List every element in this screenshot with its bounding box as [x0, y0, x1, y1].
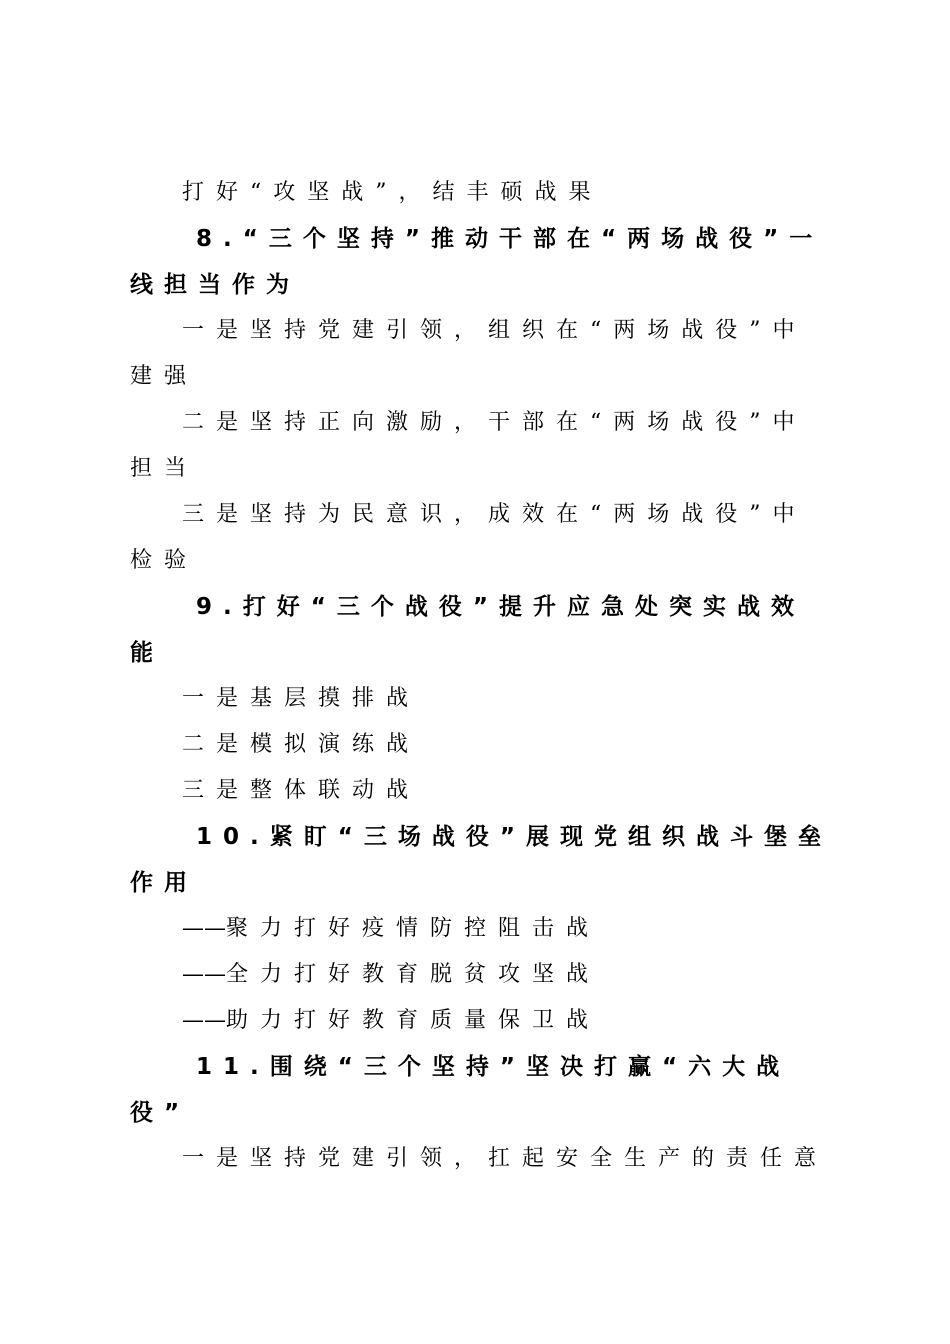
paragraph-line: 二是模拟演练战 — [182, 732, 421, 757]
paragraph-line-continued: 担当 — [130, 456, 199, 481]
section-heading-8: 8.“三个坚持”推动干部在“两场战役”一 — [196, 226, 824, 252]
paragraph-line: 打好“攻坚战”，结丰硕战果 — [182, 180, 603, 205]
paragraph-line-continued: 检验 — [130, 548, 199, 573]
document-body — [130, 170, 832, 1182]
section-heading-10-continued: 作用 — [130, 870, 198, 896]
section-heading-11: 11.围绕“三个坚持”坚决打赢“六大战 — [196, 1054, 791, 1080]
section-heading-10: 10.紧盯“三场战役”展现党组织战斗堡垒 — [196, 824, 832, 850]
paragraph-line-continued: 建强 — [130, 364, 199, 389]
dash-marker: —— — [182, 962, 226, 987]
dash-list-text: 助力打好教育质量保卫战 — [226, 1008, 601, 1033]
dash-list-text: 聚力打好疫情防控阻击战 — [226, 916, 601, 941]
dash-marker: —— — [182, 1008, 226, 1033]
section-heading-11-continued: 役” — [130, 1100, 191, 1126]
paragraph-line: 一是坚持党建引领，扛起安全生产的责任意 — [182, 1146, 829, 1171]
dash-list-text: 全力打好教育脱贫攻坚战 — [226, 962, 601, 987]
section-heading-9-continued: 能 — [130, 640, 164, 666]
section-heading-9: 9.打好“三个战役”提升应急处突实战效 — [196, 594, 805, 620]
paragraph-line: 一是基层摸排战 — [182, 686, 421, 711]
paragraph-line: 一是坚持党建引领，组织在“两场战役”中 — [182, 318, 807, 343]
dash-marker: —— — [182, 916, 226, 941]
section-heading-8-continued: 线担当作为 — [130, 272, 300, 298]
dash-list-item — [130, 906, 822, 952]
dash-list-item — [130, 952, 822, 998]
dash-list-item — [130, 998, 822, 1044]
paragraph-line: 三是整体联动战 — [182, 778, 421, 803]
paragraph-line: 二是坚持正向激励，干部在“两场战役”中 — [182, 410, 807, 435]
paragraph-line: 三是坚持为民意识，成效在“两场战役”中 — [182, 502, 807, 527]
